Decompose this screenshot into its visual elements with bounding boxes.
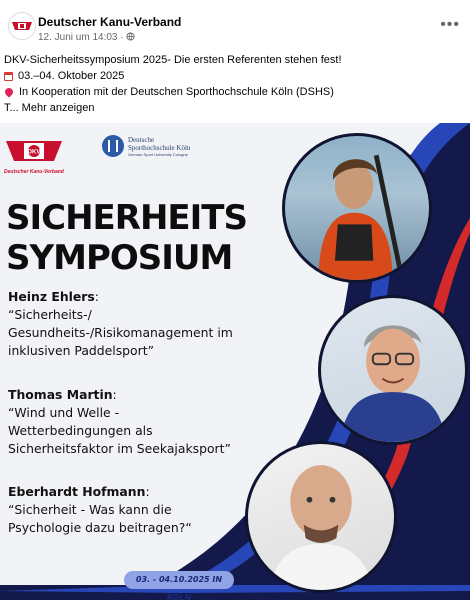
poster-headline-2: SYMPOSIUM: [6, 238, 233, 278]
speaker-name: Thomas Martin: [8, 387, 113, 402]
paddler-photo-icon: [285, 136, 429, 280]
post-cooperation-text: In Kooperation mit der Deutschen Sporthochschule Köln (DSHS): [19, 86, 334, 98]
talk-line: Wetterbedingungen als: [8, 423, 153, 438]
speaker-name: Heinz Ehlers: [8, 289, 95, 304]
speaker-block-2: [8, 386, 231, 458]
post-line-dates: [4, 68, 464, 84]
show-more-link[interactable]: Mehr anzeigen: [21, 102, 95, 114]
speaker-punct: :: [112, 387, 117, 402]
poster-headline-1: SICHERHEITS: [6, 198, 247, 238]
dshs-name-2: Sporthochschule Köln: [128, 143, 191, 152]
calendar-icon: [4, 72, 13, 81]
speaker-name: Eberhardt Hofmann: [8, 484, 146, 499]
globe-icon: [126, 32, 135, 41]
talk-line: “Sicherheits-/: [8, 307, 92, 322]
talk-line: “Sicherheit - Was kann die: [8, 502, 172, 517]
portrait-photo-icon: [248, 444, 394, 590]
talk-line: inklusiven Paddelsport”: [8, 343, 154, 358]
pin-icon: [3, 86, 14, 97]
ellipsis-icon: •••: [440, 16, 460, 33]
page-name[interactable]: Deutscher Kanu-Verband: [38, 15, 182, 29]
post-dates-text: 03.–04. Oktober 2025: [18, 70, 125, 82]
speaker-photo-2: [318, 295, 468, 445]
speaker-block-1: [8, 288, 233, 360]
post-line-title: DKV-Sicherheitssymposium 2025- Die ersten Referenten stehen fest!: [4, 54, 342, 66]
post-image[interactable]: [0, 123, 470, 600]
event-date-badge: 03. - 04.10.2025 IN KÖLN: [124, 571, 234, 589]
dshs-subtitle: German Sport University Cologne: [128, 151, 188, 157]
portrait-photo-icon: [321, 298, 465, 442]
speaker-photo-1: [282, 133, 432, 283]
speaker-punct: :: [145, 484, 150, 499]
speaker-photo-3: [245, 441, 397, 593]
post-line-truncated: [4, 100, 464, 116]
dshs-name-1: Deutsche: [128, 135, 155, 144]
talk-line: Sicherheitsfaktor im Seekajaksport”: [8, 441, 231, 456]
dkv-logo-text: Deutscher Kanu-Verband: [4, 169, 64, 175]
post-meta: [38, 32, 135, 43]
post-header: [0, 0, 470, 46]
post-line-cooperation: [4, 84, 464, 100]
page-avatar[interactable]: [8, 12, 36, 40]
dshs-emblem-icon: [102, 135, 124, 157]
speaker-block-3: [8, 483, 192, 537]
dkv-logo-icon: [9, 13, 35, 39]
svg-text:DKV: DKV: [27, 149, 41, 156]
speaker-punct: :: [94, 289, 99, 304]
meta-separator: ·: [120, 32, 124, 43]
talk-line: “Wind und Welle -: [8, 405, 120, 420]
post-body: [4, 52, 464, 116]
post-truncated-text: T...: [4, 102, 19, 114]
dshs-logo: [102, 135, 190, 157]
talk-line: Psychologie dazu beitragen?“: [8, 520, 192, 535]
dshs-logo-text: [128, 136, 190, 157]
post-options-button[interactable]: [440, 16, 460, 34]
post-date[interactable]: 12. Juni um 14:03: [38, 32, 118, 43]
talk-line: Gesundheits-/Risikomanagement im: [8, 325, 233, 340]
